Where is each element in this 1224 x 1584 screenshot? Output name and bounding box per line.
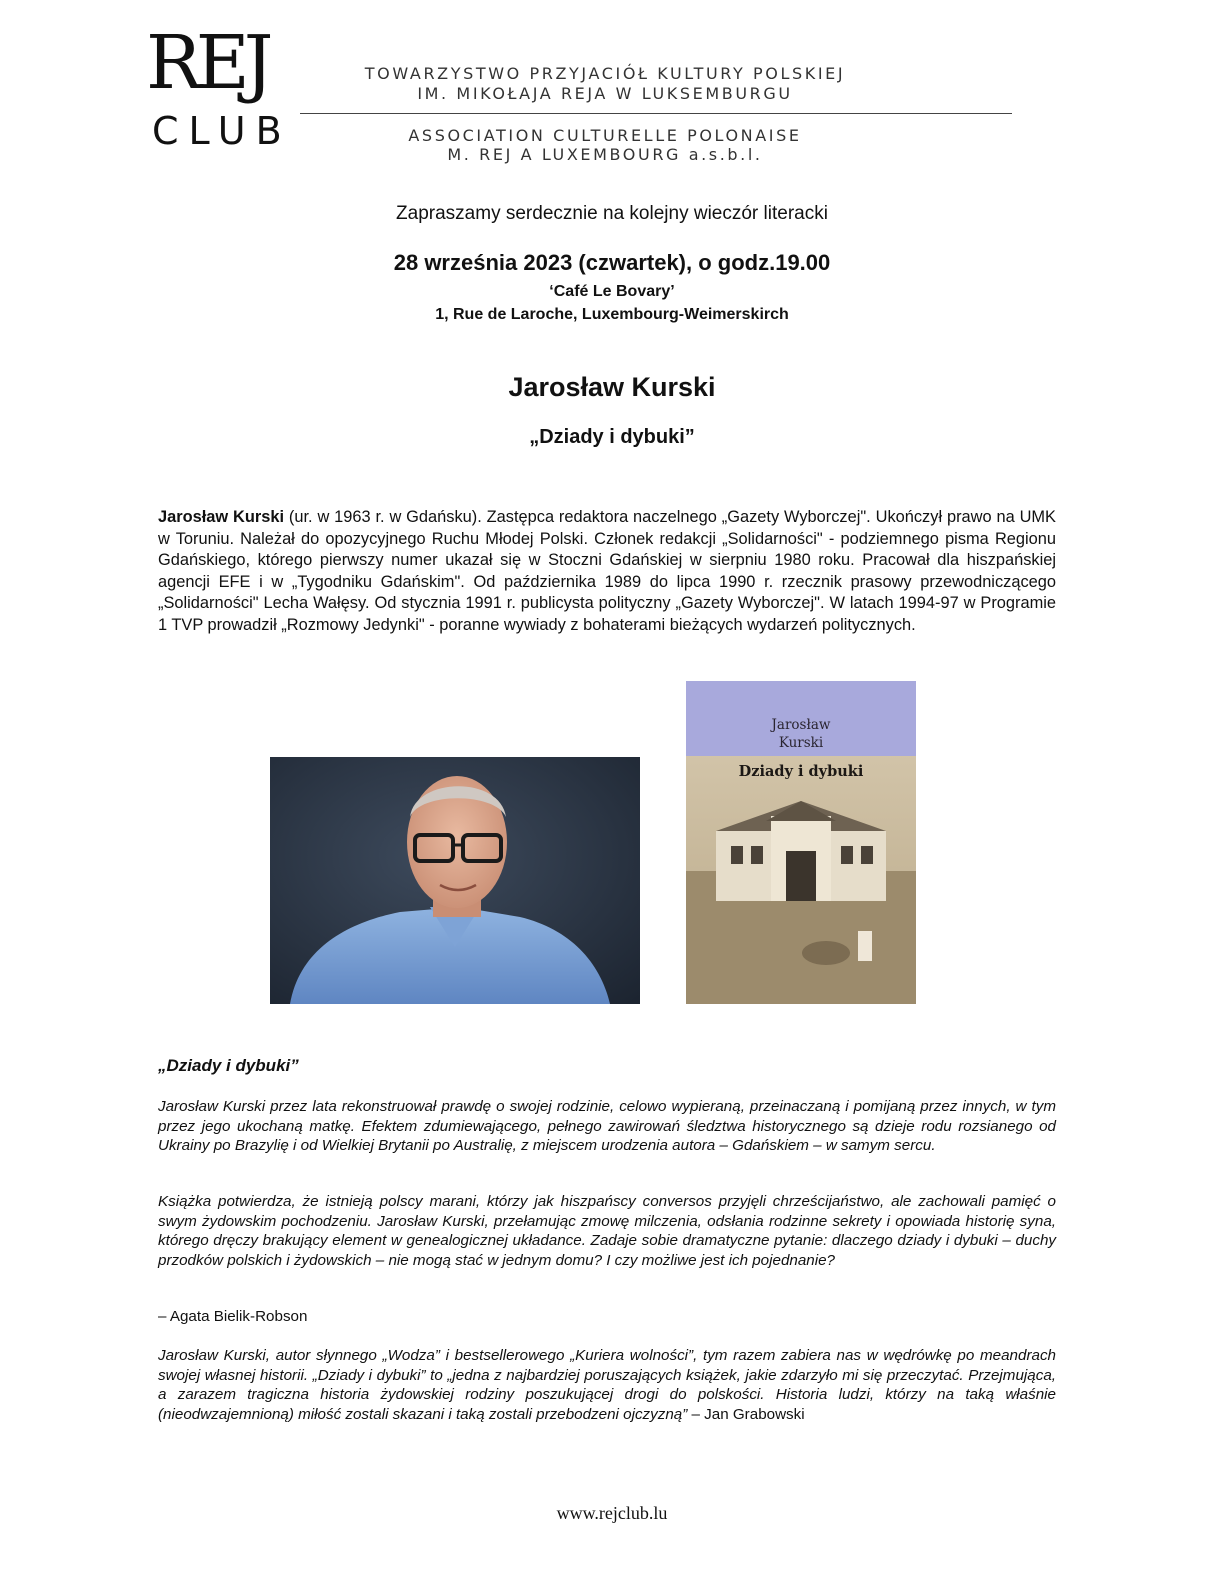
cover-title: Dziady i dybuki — [738, 763, 864, 780]
cover-author-line1: Jarosław — [771, 717, 831, 733]
book-section-title: „Dziady i dybuki” — [158, 1056, 299, 1075]
bio-author-name: Jarosław Kurski — [158, 508, 285, 526]
org-name-fr-line1: ASSOCIATION CULTURELLE POLONAISE — [408, 126, 802, 145]
event-address: 1, Rue de Laroche, Luxembourg-Weimerskirch — [435, 306, 789, 323]
cover-author — [686, 716, 916, 752]
logo-sub-text: CLUB — [152, 109, 292, 153]
org-name-pl-line2: IM. MIKOŁAJA REJA W LUKSEMBURGU — [417, 84, 793, 103]
event-date: 28 września 2023 (czwartek), o godz.19.00 — [393, 250, 831, 275]
book-cover — [686, 681, 916, 1004]
rej-club-logo — [140, 20, 292, 156]
event-venue: ‘Café Le Bovary’ — [549, 283, 675, 300]
author-photo — [270, 757, 640, 1004]
bio-text: (ur. w 1963 r. w Gdańsku). Zastępca redaktora naczelnego „Gazety Wyborczej". Ukończył prawo na UMK w Toruniu. Należał do opozycyjnego Ruchu Młodej Polski. Członek redakcji „Solidarności" - podziemnego pisma Regionu Gdańskiego, którego pierwszy numer ukazał się w Stoczni Gdańskiej w sierpniu 1980 roku. Pracował dla hiszpańskiej agencji EFE i w „Tygodniku Gdańskim". Od października 1989 do lipca 1990 r. rzecznik prasowy przewodniczącego „Solidarności" Lecha Wałęsy. Od stycznia 1991 r. publicysta polityczny „Gazety Wyborczej". W latach 1994-97 w Programie 1 TVP prowadził „Rozmowy Jedynki" - poranne wywiady z bohaterami bieżących wydarzeń politycznych. — [158, 508, 1056, 634]
cover-author-line2: Kurski — [778, 735, 824, 751]
invitation-text: Zapraszamy serdecznie na kolejny wieczór literacki — [396, 203, 828, 224]
para3-author: – Jan Grabowski — [687, 1405, 805, 1423]
para2-text: Książka potwierdza, że istnieją polscy marani, którzy jak hiszpańscy conversos przyjęli chrześcijaństwo, ale zachowali pamięć o swym żydowskim pochodzeniu. Jarosław Kurski, przełamując zmowę milczenia, odsłania rodzinne sekrety i opowiada historię syna, którego dręczy brakujący element w genealogicznej układance. Zadaje sobie dramatyczne pytanie: dlaczego dziady i dybuki – duchy przodków polskich i żydowskich – nie mogą stać w jednym domu? I czy możliwe jest ich pojednanie? — [158, 1193, 1056, 1269]
author-bio — [158, 507, 1056, 636]
book-description-para2 — [158, 1192, 1056, 1270]
author-heading: Jarosław Kurski — [508, 372, 716, 402]
review-signature: – Agata Bielik-Robson — [158, 1308, 308, 1325]
book-title-heading: „Dziady i dybuki” — [529, 426, 695, 448]
para3-text: Jarosław Kurski, autor słynnego „Wodza” i bestsellerowego „Kuriera wolności”, tym razem zabiera nas w wędrówkę po meandrach swojej własnej historii. „Dziady i dybuki” to „jedna z najbardziej poruszających książek, jakie zdarzyło mi się przeczytać. Przejmująca, a zarazem tragiczna historia żydowskiej rodziny poszukującej drogi do polskości. Historia ludzi, którzy na taką właśnie (nieodwzajemnioną) miłość zostali skazani i taką zostali przebodzeni ojczyzną” — [158, 1347, 1056, 1423]
book-description-para1 — [158, 1097, 1056, 1156]
header-divider — [300, 113, 1012, 114]
logo-main-text: REJ — [146, 20, 268, 106]
org-name-pl-line1: TOWARZYSTWO PRZYJACIÓŁ KULTURY POLSKIEJ — [364, 64, 846, 83]
org-name-fr-line2: M. REJ A LUXEMBOURG a.s.b.l. — [447, 145, 763, 164]
para1-text: Jarosław Kurski przez lata rekonstruował prawdę o swojej rodzinie, celowo wypieraną, przeinaczaną i pomijaną przez innych, w tym przez jego ukochaną matkę. Efektem zdumiewającego, pełnego zawirowań śledztwa historycznego są dzieje rodu rozsianego od Ukrainy po Brazylię i od Wielkiej Brytanii po Australię, z miejscem urodzenia autora – Gdańskiem – w samym sercu. — [158, 1098, 1056, 1154]
book-description-para3 — [158, 1346, 1056, 1424]
footer-website-link[interactable]: www.rejclub.lu — [556, 1503, 668, 1523]
